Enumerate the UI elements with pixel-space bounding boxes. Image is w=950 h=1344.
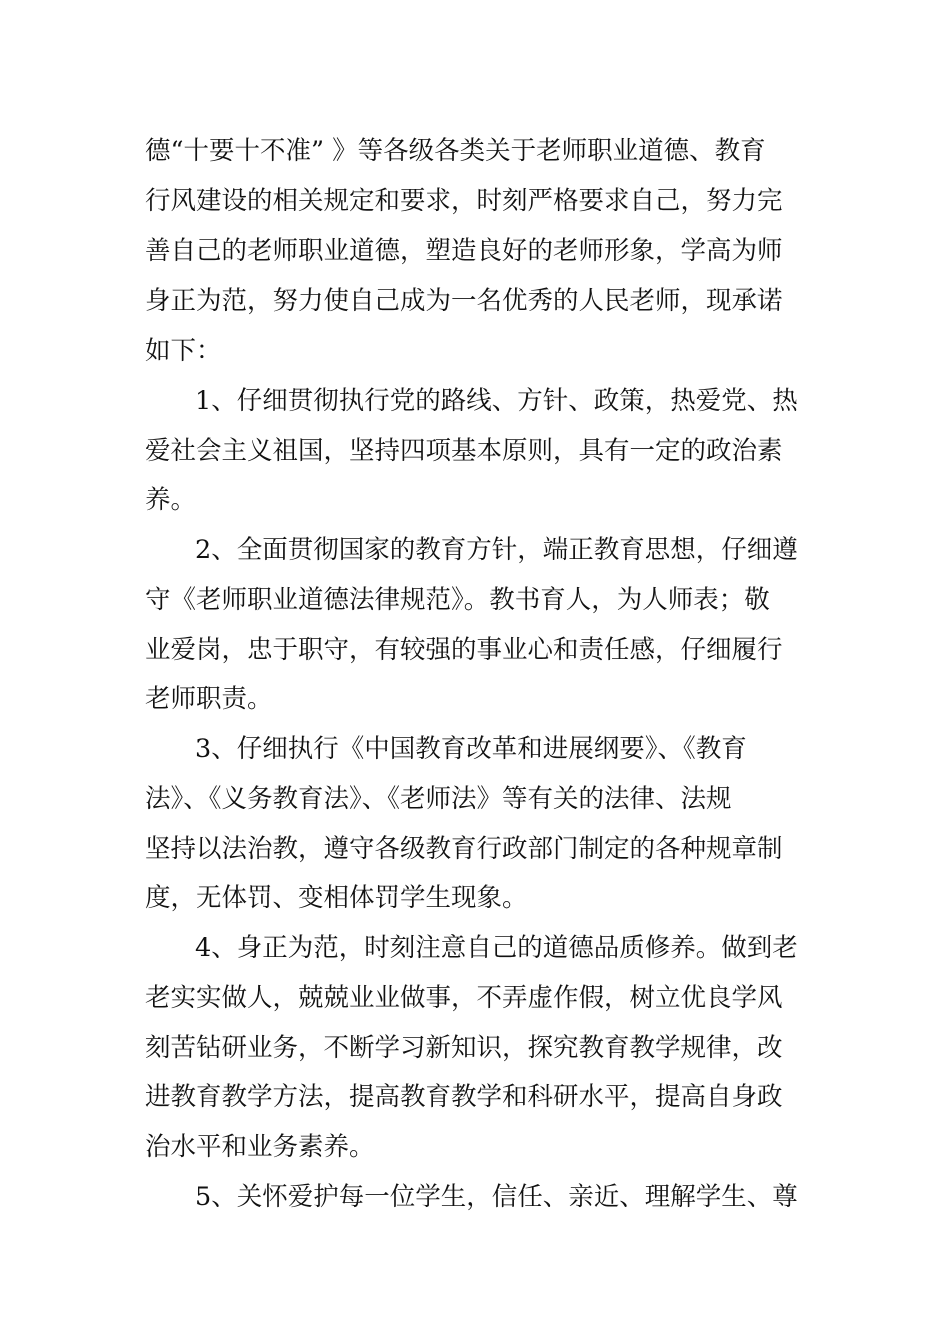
paragraph-3-start: 3、仔细执行《中国教育改革和进展纲要》、《教育 [195,734,747,764]
text-line: 业爱岗，忠于职守，有较强的事业心和责任感，仔细履行 [145,635,783,665]
paragraph-2-start: 2、全面贯彻国家的教育方针，端正教育思想，仔细遵 [195,535,798,565]
text-line: 守《老师职业道德法律规范》。教书育人，为人师表；敬 [145,585,770,615]
text-line: 刻苦钻研业务，不断学习新知识，探究教育教学规律，改 [145,1033,783,1063]
text-line: 坚持以法治教，遵守各级教育行政部门制定的各种规章制 [145,834,783,864]
text-line: 老师职责。 [145,684,273,714]
text-line: 爱社会主义祖国，坚持四项基本原则，具有一定的政治素 [145,436,783,466]
text-line: 进教育教学方法，提高教育教学和科研水平，提高自身政 [145,1082,783,1112]
text-line: 行风建设的相关规定和要求，时刻严格要求自己，努力完 [145,186,783,216]
text-line: 养。 [145,485,197,515]
text-line: 法》、《义务教育法》、《老师法》等有关的法律、法规 [145,784,732,814]
text-line: 老实实做人，兢兢业业做事，不弄虚作假，树立优良学风 [145,983,783,1013]
paragraph-1-start: 1、仔细贯彻执行党的路线、方针、政策，热爱党、热 [195,386,798,416]
text-line: 度，无体罚、变相体罚学生现象。 [145,883,528,913]
paragraph-5-start: 5、关怀爱护每一位学生，信任、亲近、理解学生、尊 [195,1182,798,1212]
text-line: 德“十要十不准” 》等各级各类关于老师职业道德、教育 [145,136,766,166]
text-line: 身正为范，努力使自己成为一名优秀的人民老师，现承诺 [145,286,783,316]
paragraph-4-start: 4、身正为范，时刻注意自己的道德品质修养。做到老 [195,933,798,963]
text-line: 治水平和业务素养。 [145,1132,375,1162]
text-line: 如下： [145,336,222,366]
text-line: 善自己的老师职业道德，塑造良好的老师形象，学高为师 [145,236,783,266]
